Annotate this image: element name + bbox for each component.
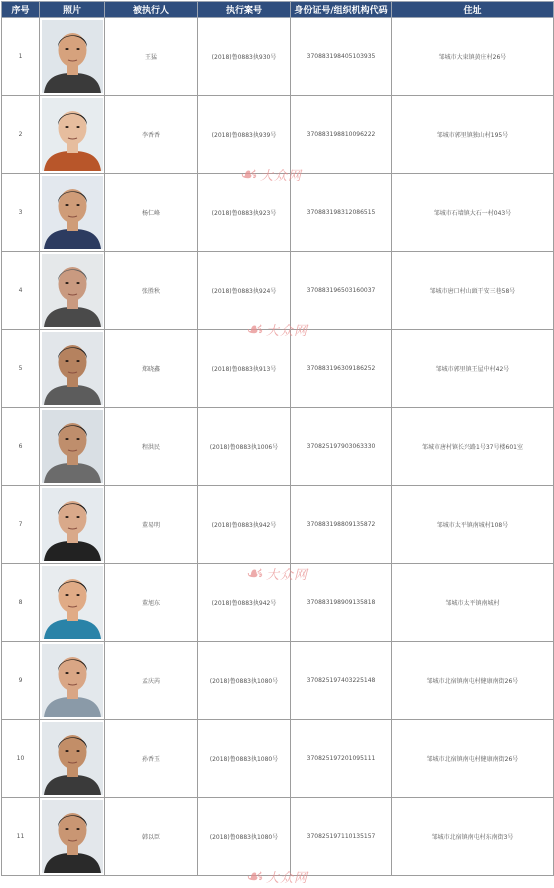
photo bbox=[42, 254, 103, 327]
id-number: 370883198405103935 bbox=[291, 18, 392, 96]
watermark-text: 大众网 bbox=[265, 323, 308, 339]
row-number: 6 bbox=[2, 408, 40, 486]
row-number: 5 bbox=[2, 330, 40, 408]
person-name: 郑晓鑫 bbox=[105, 330, 198, 408]
id-number: 370883198810096222 bbox=[291, 96, 392, 174]
photo-cell bbox=[40, 96, 105, 174]
header-case: 执行案号 bbox=[198, 2, 291, 18]
portrait-image bbox=[42, 722, 103, 795]
case-number: (2018)鲁0883执923号 bbox=[198, 174, 291, 252]
address: 邹城市大束镇黄庄村26号 bbox=[392, 18, 554, 96]
address: 邹城市郭里镇独山村195号 bbox=[392, 96, 554, 174]
case-number: (2018)鲁0883执930号 bbox=[198, 18, 291, 96]
case-number: (2018)鲁0883执942号 bbox=[198, 564, 291, 642]
case-number: (2018)鲁0883执1080号 bbox=[198, 798, 291, 876]
person-name: 张胜秋 bbox=[105, 252, 198, 330]
case-number: (2018)鲁0883执942号 bbox=[198, 486, 291, 564]
photo bbox=[42, 566, 103, 639]
enforcement-table bbox=[1, 1, 554, 876]
person-name: 董旭东 bbox=[105, 564, 198, 642]
header-address: 住址 bbox=[392, 2, 554, 18]
table-row bbox=[2, 408, 554, 486]
row-number: 10 bbox=[2, 720, 40, 798]
table-row bbox=[2, 174, 554, 252]
row-number: 7 bbox=[2, 486, 40, 564]
id-number: 370883198809135872 bbox=[291, 486, 392, 564]
table-row bbox=[2, 486, 554, 564]
person-name: 董易明 bbox=[105, 486, 198, 564]
photo-cell bbox=[40, 330, 105, 408]
row-number: 1 bbox=[2, 18, 40, 96]
table-row bbox=[2, 642, 554, 720]
portrait-image bbox=[42, 800, 103, 873]
watermark-swirl-icon: ☙ bbox=[246, 317, 264, 341]
table-row bbox=[2, 96, 554, 174]
person-name: 王猛 bbox=[105, 18, 198, 96]
photo-cell bbox=[40, 720, 105, 798]
table-row bbox=[2, 18, 554, 96]
address: 邹城市石墙镇大石一村043号 bbox=[392, 174, 554, 252]
portrait-image bbox=[42, 410, 103, 483]
portrait-image bbox=[42, 566, 103, 639]
address: 邹城市北宿镇南屯村健康南街26号 bbox=[392, 642, 554, 720]
id-number: 370883198312086515 bbox=[291, 174, 392, 252]
watermark-text: 大众网 bbox=[265, 567, 308, 583]
watermark-swirl-icon: ☙ bbox=[240, 162, 258, 186]
header-name: 被执行人 bbox=[105, 2, 198, 18]
portrait-image bbox=[42, 488, 103, 561]
photo bbox=[42, 722, 103, 795]
address: 邹城市唐口村山頭干安三巷58号 bbox=[392, 252, 554, 330]
table-row bbox=[2, 798, 554, 876]
id-number: 370825197110135157 bbox=[291, 798, 392, 876]
person-name: 韩以臣 bbox=[105, 798, 198, 876]
table-row bbox=[2, 564, 554, 642]
address: 邹城市北宿镇南屯村东南街3号 bbox=[392, 798, 554, 876]
case-number: (2018)鲁0883执1006号 bbox=[198, 408, 291, 486]
photo bbox=[42, 644, 103, 717]
photo-cell bbox=[40, 18, 105, 96]
id-number: 370825197403225148 bbox=[291, 642, 392, 720]
case-number: (2018)鲁0883执939号 bbox=[198, 96, 291, 174]
id-number: 370883198909135818 bbox=[291, 564, 392, 642]
row-number: 8 bbox=[2, 564, 40, 642]
photo-cell bbox=[40, 486, 105, 564]
id-number: 370883196503160037 bbox=[291, 252, 392, 330]
header-no: 序号 bbox=[2, 2, 40, 18]
row-number: 9 bbox=[2, 642, 40, 720]
watermark-text: 大众网 bbox=[259, 168, 302, 184]
portrait-image bbox=[42, 254, 103, 327]
case-number: (2018)鲁0883执1080号 bbox=[198, 720, 291, 798]
photo-cell bbox=[40, 564, 105, 642]
address: 邹城市北宿镇南屯村健康南街26号 bbox=[392, 720, 554, 798]
case-number: (2018)鲁0883执924号 bbox=[198, 252, 291, 330]
row-number: 11 bbox=[2, 798, 40, 876]
photo bbox=[42, 332, 103, 405]
address: 邹城市太平镇南城村 bbox=[392, 564, 554, 642]
photo-cell bbox=[40, 252, 105, 330]
photo bbox=[42, 488, 103, 561]
photo bbox=[42, 98, 103, 171]
photo bbox=[42, 176, 103, 249]
table-row bbox=[2, 720, 554, 798]
case-number: (2018)鲁0883执1080号 bbox=[198, 642, 291, 720]
address: 邹城市郭里镇王屋中村42号 bbox=[392, 330, 554, 408]
portrait-image bbox=[42, 20, 103, 93]
address: 邹城市唐村镇长兴路1号37号楼601室 bbox=[392, 408, 554, 486]
watermark-text: 大众网 bbox=[265, 870, 308, 886]
address: 邹城市太平镇南城村108号 bbox=[392, 486, 554, 564]
person-name: 孙香玉 bbox=[105, 720, 198, 798]
id-number: 370825197903063330 bbox=[291, 408, 392, 486]
watermark-swirl-icon: ☙ bbox=[246, 561, 264, 585]
person-name: 程洪民 bbox=[105, 408, 198, 486]
photo-cell bbox=[40, 174, 105, 252]
header-photo: 照片 bbox=[40, 2, 105, 18]
table-row bbox=[2, 330, 554, 408]
photo-cell bbox=[40, 408, 105, 486]
portrait-image bbox=[42, 176, 103, 249]
person-name: 李香香 bbox=[105, 96, 198, 174]
portrait-image bbox=[42, 332, 103, 405]
id-number: 370825197201095111 bbox=[291, 720, 392, 798]
row-number: 4 bbox=[2, 252, 40, 330]
portrait-image bbox=[42, 98, 103, 171]
header-id: 身份证号/组织机构代码 bbox=[291, 2, 392, 18]
row-number: 3 bbox=[2, 174, 40, 252]
person-name: 孟庆芮 bbox=[105, 642, 198, 720]
portrait-image bbox=[42, 644, 103, 717]
photo-cell bbox=[40, 798, 105, 876]
table-row bbox=[2, 252, 554, 330]
case-number: (2018)鲁0883执913号 bbox=[198, 330, 291, 408]
photo bbox=[42, 20, 103, 93]
person-name: 杨仁峰 bbox=[105, 174, 198, 252]
watermark-swirl-icon: ☙ bbox=[246, 864, 264, 888]
photo bbox=[42, 800, 103, 873]
photo-cell bbox=[40, 642, 105, 720]
table-header-row bbox=[2, 2, 554, 18]
id-number: 370883196309186252 bbox=[291, 330, 392, 408]
photo bbox=[42, 410, 103, 483]
row-number: 2 bbox=[2, 96, 40, 174]
